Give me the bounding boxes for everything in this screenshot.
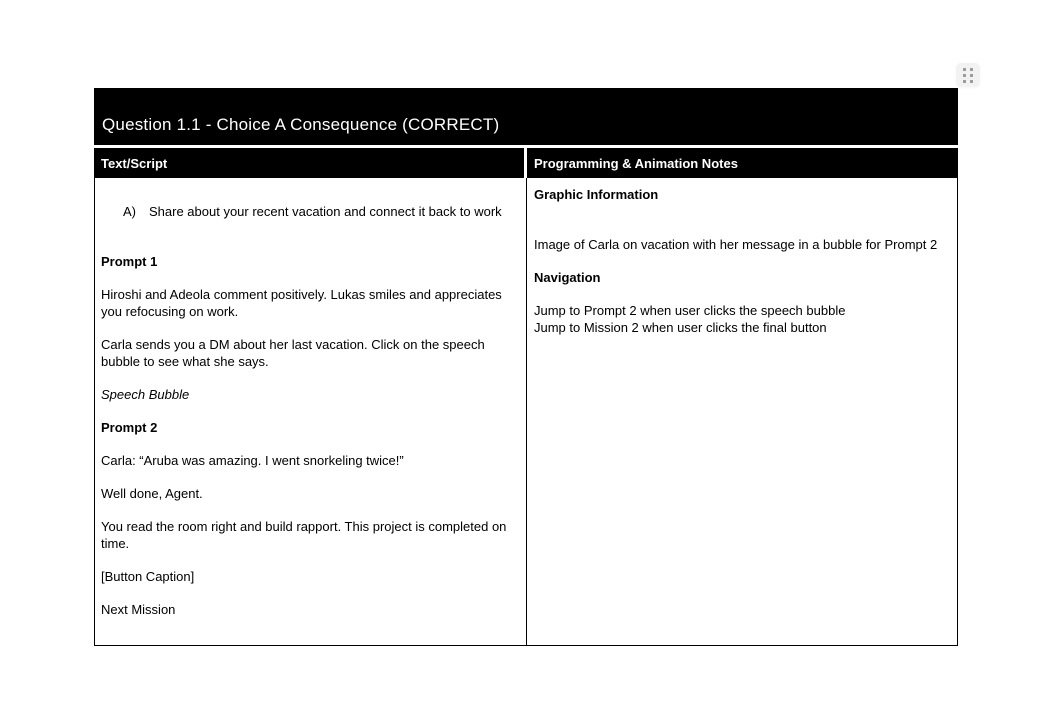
column-header-text-script: Text/Script — [94, 148, 524, 178]
list-item — [101, 203, 518, 220]
table-title: Question 1.1 - Choice A Consequence (CORRECT) — [94, 88, 958, 145]
column-header-programming-animation-notes: Programming & Animation Notes — [527, 148, 958, 178]
paragraph — [534, 302, 949, 336]
text-script-cell[interactable] — [95, 178, 527, 645]
list-marker: A) — [123, 204, 136, 219]
paragraph: Speech Bubble — [101, 387, 190, 402]
heading-paragraph: Navigation — [534, 270, 601, 285]
empty-paragraph — [534, 219, 949, 236]
paragraph: You read the room right and build rapport. This project is completed on time. — [101, 519, 507, 551]
programming-notes-cell[interactable] — [527, 178, 957, 645]
paragraph: Well done, Agent. — [101, 486, 203, 501]
paragraph: Carla sends you a DM about her last vacation. Click on the speech bubble to see what she says. — [101, 337, 485, 369]
drag-dots-icon — [963, 68, 973, 83]
paragraph: Next Mission — [101, 602, 176, 617]
empty-paragraph — [101, 236, 518, 253]
paragraph: Image of Carla on vacation with her message in a bubble for Prompt 2 — [534, 237, 938, 252]
question-table — [94, 88, 958, 646]
table-header-row — [94, 148, 958, 178]
heading-paragraph: Graphic Information — [534, 187, 659, 202]
paragraph: Hiroshi and Adeola comment positively. Lukas smiles and appreciates you refocusing on work. — [101, 287, 502, 319]
text-line: Jump to Prompt 2 when user clicks the speech bubble — [534, 303, 846, 318]
paragraph: Carla: “Aruba was amazing. I went snorkeling twice!” — [101, 453, 404, 468]
heading-paragraph: Prompt 1 — [101, 254, 158, 269]
list-text: Share about your recent vacation and connect it back to work — [149, 204, 502, 219]
drag-handle-button[interactable] — [956, 63, 980, 87]
table-body-row — [94, 178, 958, 646]
heading-paragraph: Prompt 2 — [101, 420, 158, 435]
paragraph: [Button Caption] — [101, 569, 195, 584]
text-line: Jump to Mission 2 when user clicks the final button — [534, 320, 827, 335]
